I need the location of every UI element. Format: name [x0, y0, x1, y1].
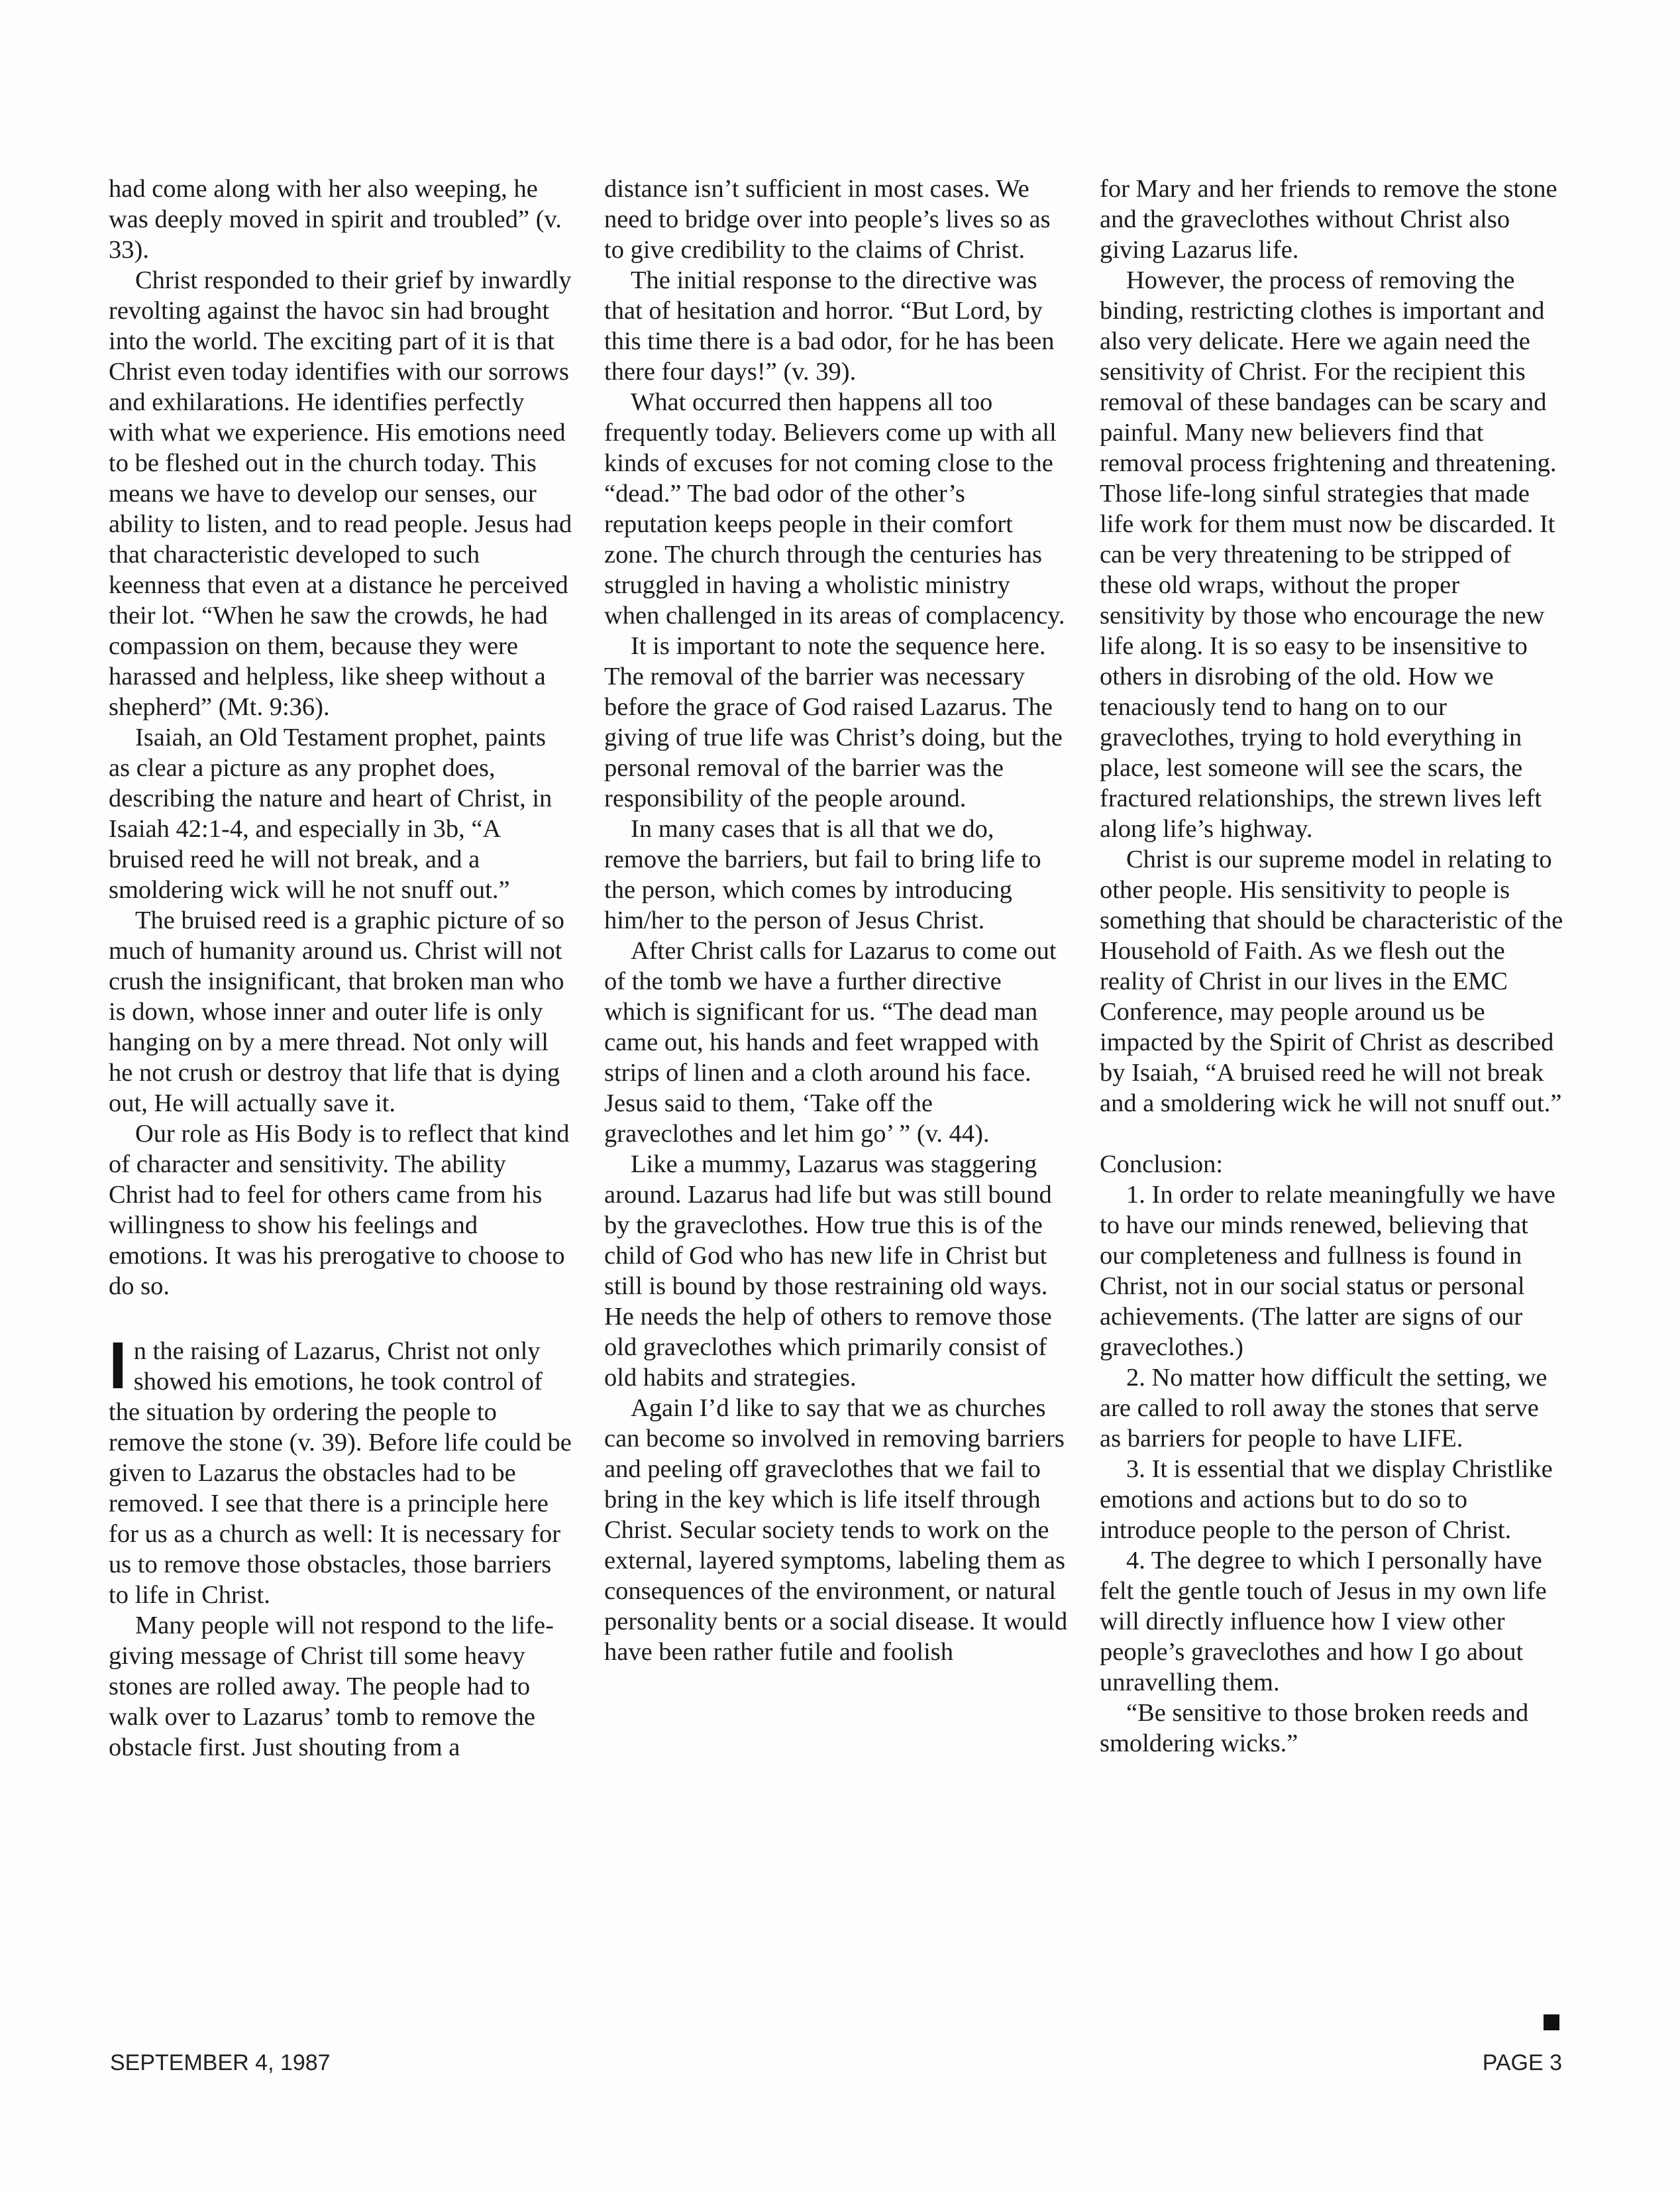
paragraph: Many people will not respond to the life-giving message of Christ till some heavy stones are rolled away. The people had to walk over to Lazarus’ tomb to remove the obstacle first. Just shouting from a	[109, 1612, 554, 1761]
footer-page-number: PAGE 3	[1482, 2050, 1562, 2075]
paragraph: Christ responded to their grief by inwardly revolting against the havoc sin had brought into the world. The exciting part of it is that Christ even today identifies with our sorrows and exhilarations. He identifies perfectly with what we experience. His emotions need to be fleshed out in the church today. This means we have to develop our senses, our ability to listen, and to read people. Jesus had that characteristic developed to such keenness that even at a distance he perceived their lot. “When he saw the crowds, he had compassion on them, because they were harassed and helpless, like sheep without a shepherd” (Mt. 9:36).	[109, 266, 572, 721]
article-column-1	[109, 174, 572, 1763]
dropcap-paragraph	[109, 1329, 572, 1610]
paragraph: It is important to note the sequence here. The removal of the barrier was necessary before the grace of God raised Lazarus. The giving of true life was Christ’s doing, but the personal removal of the barrier was the responsibility of the people around.	[604, 632, 1063, 812]
conclusion-heading: Conclusion:	[1100, 1150, 1224, 1178]
article-column-3	[1100, 174, 1563, 1759]
paragraph: for Mary and her friends to remove the stone and the graveclothes without Christ also giving Lazarus life.	[1100, 175, 1557, 264]
dropcap-text: n the raising of Lazarus, Christ not only showed his emotions, he took control of the situation by ordering the people to remove the stone (v. 39). Before life could be given to Lazarus the obstacles had to be removed. I see that there is a principle here for us as a church as well: It is necessary for us to remove those obstacles, those barriers to life in Christ.	[109, 1337, 572, 1609]
dropcap-letter: I	[109, 1329, 127, 1403]
paragraph: The bruised reed is a graphic picture of so much of humanity around us. Christ will not crush the insignificant, that broken man who is down, whose inner and outer life is only hanging on by a mere thread. Not only will he not crush or destroy that life that is dying out, He will actually save it.	[109, 906, 564, 1117]
article-column-2	[604, 174, 1068, 1667]
paragraph: After Christ calls for Lazarus to come out of the tomb we have a further directive which is significant for us. “The dead man came out, his hands and feet wrapped with strips of linen and a cloth around his face. Jesus said to them, ‘Take off the graveclothes and let him go’ ” (v. 44).	[604, 937, 1057, 1148]
conclusion-item: 2. No matter how difficult the setting, we are called to roll away the stones that serve as barriers for people to have LIFE.	[1100, 1364, 1548, 1452]
paragraph: Our role as His Body is to reflect that kind of character and sensitivity. The ability Christ had to feel for others came from his willingness to show his feelings and emotions. It was his prerogative to choose to do so.	[109, 1120, 570, 1300]
paragraph: had come along with her also weeping, he was deeply moved in spirit and troubled” (v. 33).	[109, 175, 562, 264]
end-of-article-mark	[1544, 2014, 1559, 2030]
paragraph: Like a mummy, Lazarus was staggering around. Lazarus had life but was still bound by the graveclothes. How true this is of the child of God who has new life in Christ but still is bound by those restraining old ways. He needs the help of others to remove those old graveclothes which primarily consist of old habits and strategies.	[604, 1150, 1052, 1392]
conclusion-item: 4. The degree to which I personally have felt the gentle touch of Jesus in my own life will directly influence how I view other people’s graveclothes and how I go about unravelling them.	[1100, 1547, 1547, 1696]
paragraph: In many cases that is all that we do, remove the barriers, but fail to bring life to the person, which comes by introducing him/her to the person of Jesus Christ.	[604, 815, 1041, 934]
conclusion-item: 1. In order to relate meaningfully we have to have our minds renewed, believing that our completeness and fullness is found in Christ, not in our social status or personal achievements. (The latter are signs of our graveclothes.)	[1100, 1181, 1555, 1361]
paragraph: distance isn’t sufficient in most cases. We need to bridge over into people’s lives so as to give credibility to the claims of Christ.	[604, 175, 1051, 264]
paragraph: The initial response to the directive was that of hesitation and horror. “But Lord, by this time there is a bad odor, for he has been there four days!” (v. 39).	[604, 266, 1055, 386]
paragraph: What occurred then happens all too frequently today. Believers come up with all kinds of excuses for not coming close to the “dead.” The bad odor of the other’s reputation keeps people in their comfort zone. The church through the centuries has struggled in having a wholistic ministry when challenged in its areas of complacency.	[604, 388, 1065, 630]
closing-quote: “Be sensitive to those broken reeds and smoldering wicks.”	[1100, 1699, 1529, 1757]
footer-date: SEPTEMBER 4, 1987	[110, 2050, 331, 2075]
section-gap	[1100, 1119, 1563, 1149]
paragraph: Again I’d like to say that we as churches can become so involved in removing barriers and peeling off graveclothes that we fail to bring in the key which is life itself through Christ. Secular society tends to work on the external, layered symptoms, labeling them as consequences of the environment, or natural personality bents or a social disease. It would have been rather futile and foolish	[604, 1394, 1068, 1666]
paragraph: Isaiah, an Old Testament prophet, paints as clear a picture as any prophet does, describing the nature and heart of Christ, in Isaiah 42:1-4, and especially in 3b, “A bruised reed he will not break, and a smoldering wick will he not snuff out.”	[109, 724, 552, 904]
conclusion-item: 3. It is essential that we display Christlike emotions and actions but to do so to introduce people to the person of Christ.	[1100, 1455, 1553, 1544]
paragraph: However, the process of removing the binding, restricting clothes is important and also very delicate. Here we again need the sensitivity of Christ. For the recipient this removal of these bandages can be scary and painful. Many new believers find that removal process frightening and threatening. Those life-long sinful strategies that made life work for them must now be discarded. It can be very threatening to be stripped of these old wraps, without the proper sensitivity by those who encourage the new life along. It is so easy to be insensitive to others in disrobing of the old. How we tenaciously tend to hang on to our graveclothes, trying to hold everything in place, lest someone will see the scars, the fractured relationships, the strewn lives left along life’s highway.	[1100, 266, 1557, 843]
paragraph: Christ is our supreme model in relating to other people. His sensitivity to people is something that should be characteristic of the Household of Faith. As we flesh out the reality of Christ in our lives in the EMC Conference, may people around us be impacted by the Spirit of Christ as described by Isaiah, “A bruised reed he will not break and a smoldering wick he will not snuff out.”	[1100, 846, 1563, 1117]
